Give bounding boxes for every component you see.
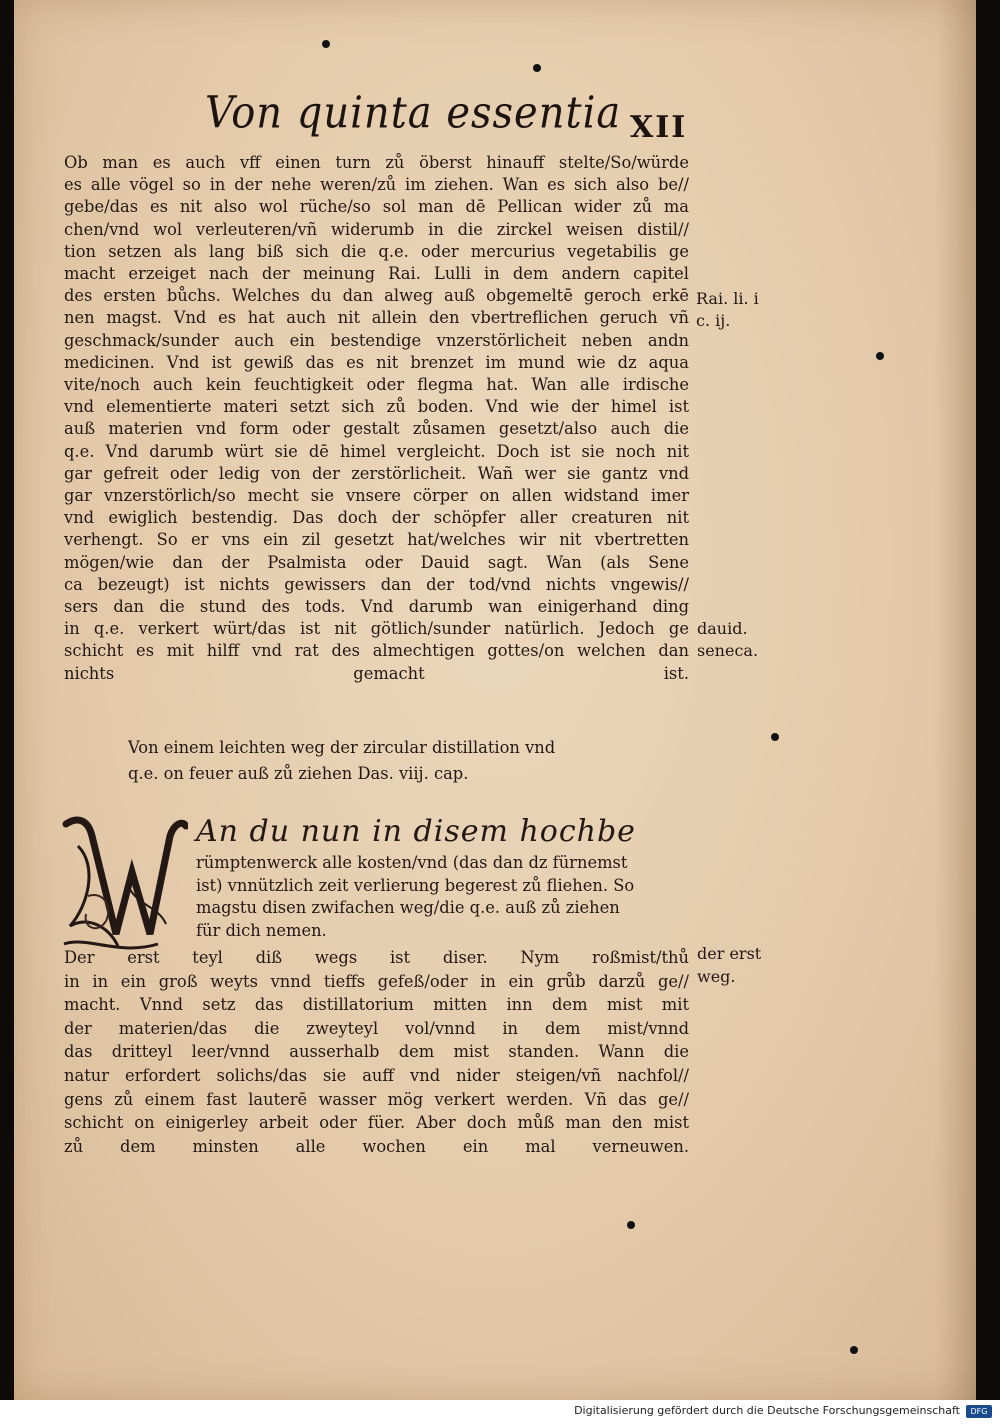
- margin-note-erst: der erst: [697, 944, 762, 963]
- margin-note-rai-cap: c. ij.: [696, 311, 731, 330]
- section-opening: [196, 812, 696, 942]
- text-line: das dritteyl leer/vnnd ausserhalb dem mist standen. Wann die: [64, 1042, 689, 1062]
- margin-note-weg: weg.: [697, 967, 736, 986]
- text-line: vite/noch auch kein feuchtigkeit oder flegma hat. Wan alle irdische: [64, 375, 689, 395]
- chapter-heading: [128, 735, 628, 787]
- text-line: vnd ewiglich bestendig. Das doch der schöpfer aller creaturen nit: [64, 508, 689, 528]
- text-line: gar vnzerstörlich/so mecht sie vnsere cörper on allen widstand imer: [64, 486, 689, 506]
- binding-dot-bottom: [850, 1346, 858, 1354]
- text-line: schicht es mit hilff vnd rat des almechtigen gottes/on welchen dan: [64, 641, 689, 661]
- chapter-heading-line: q.e. on feuer auß zů ziehen Das. viij. cap.: [128, 764, 469, 783]
- text-line: der materien/das die zweyteyl vol/vnnd in dem mist/vnnd: [64, 1018, 689, 1038]
- text-line: gens zů einem fast lauterē wasser mög verkert werden. Vñ das ge//: [64, 1089, 689, 1109]
- margin-note-rai: Rai. li. i: [696, 289, 759, 308]
- text-line: zů dem minsten alle wochen ein mal verneuwen.: [64, 1136, 689, 1156]
- text-line: nichts gemacht ist.: [64, 663, 689, 683]
- section-opening-line: rümptenwerck alle kosten/vnd (das dan dz fürnemst: [196, 853, 628, 872]
- section-opening-line: ist) vnnützlich zeit verlierung begerest zů fliehen. So: [196, 875, 635, 895]
- binding-dot-right: [876, 352, 884, 360]
- text-line: verhengt. So er vns ein zil gesetzt hat/welches wir nit vbertretten: [64, 530, 689, 550]
- text-line: des ersten bůchs. Welches du dan alweg auß obgemeltē geroch erkē: [64, 286, 689, 306]
- text-line: medicinen. Vnd ist gewiß das es nit brenzet im mund wie dz aqua: [64, 352, 689, 372]
- binding-dot-top: [322, 40, 330, 48]
- text-line: schicht on einigerley arbeit oder füer. Aber doch můß man den mist: [64, 1113, 689, 1133]
- text-line: ca bezeugt) ist nichts gewissers dan der tod/vnd nichts vngewis//: [64, 574, 689, 594]
- text-line: vnd elementierte materi setzt sich zů boden. Vnd wie der himel ist: [64, 397, 689, 417]
- text-line: auß materien vnd form oder gestalt zůsamen gesetzt/also auch die: [64, 419, 689, 439]
- text-line: macht. Vnnd setz das distillatorium mitten inn dem mist mit: [64, 995, 689, 1015]
- second-text-block: [64, 946, 689, 1158]
- text-line: gebe/das es nit also wol rüche/so sol man dē Pellican wider zů ma: [64, 197, 689, 217]
- text-line: chen/vnd wol verleuteren/vñ widerumb in die zirckel weisen distil//: [64, 219, 689, 239]
- page-edge-shadow: [936, 0, 976, 1400]
- text-line: q.e. Vnd darumb würt sie dē himel vergleicht. Doch ist sie noch nit: [64, 441, 689, 461]
- text-line: macht erzeiget nach der meinung Rai. Lulli in dem andern capitel: [64, 264, 689, 284]
- margin-note-seneca: seneca.: [697, 641, 759, 660]
- section-opening-line: für dich nemen.: [196, 920, 327, 940]
- decorated-initial-w-icon: [58, 806, 188, 956]
- text-line: mögen/wie dan der Psalmista oder Dauid sagt. Wan (als Sene: [64, 552, 689, 572]
- text-line: es alle vögel so in der nehe weren/zů im ziehen. Wan es sich also be//: [64, 175, 689, 195]
- binding-dot-mid: [771, 733, 779, 741]
- text-line: sers dan die stund des tods. Vnd darumb wan einigerhand ding: [64, 597, 689, 617]
- text-line: Ob man es auch vff einen turn zů öberst hinauff stelte/So/würde: [64, 153, 689, 172]
- dfg-logo: DFG: [966, 1405, 992, 1418]
- text-line: nen magst. Vnd es hat auch nit allein den vbertreflichen geruch vñ: [64, 308, 689, 328]
- text-line: tion setzen als lang biß sich die q.e. oder mercurius vegetabilis ge: [64, 241, 689, 261]
- main-text-block: [64, 152, 689, 685]
- chapter-heading-line: Von einem leichten weg der zircular distillation vnd: [128, 738, 556, 757]
- text-line: Der erst teyl diß wegs ist diser. Nym roßmist/thů: [64, 948, 689, 967]
- section-opening-display-line: An du nun in disem hochbe: [196, 814, 636, 849]
- footer-credit: Digitalisierung gefördert durch die Deutsche Forschungsgemeinschaft: [574, 1404, 960, 1417]
- folio-number: XII: [630, 110, 688, 145]
- margin-note-dauid: dauid.: [697, 619, 748, 638]
- text-line: geschmack/sunder auch ein bestendige vnzerstörlicheit neben andn: [64, 330, 689, 350]
- text-line: natur erfordert solichs/das sie auff vnd nider steigen/vñ nachfol//: [64, 1065, 689, 1085]
- binding-dot-top-right: [533, 64, 541, 72]
- binding-dot-lower: [627, 1221, 635, 1229]
- text-line: in q.e. verkert würt/das ist nit götlich/sunder natürlich. Jedoch ge: [64, 619, 689, 639]
- text-line: in in ein groß weyts vnnd tieffs gefeß/oder in ein grůb darzů ge//: [64, 971, 689, 991]
- running-title: Von quinta essentia: [205, 87, 622, 139]
- section-opening-line: magstu disen zwifachen weg/die q.e. auß zů ziehen: [196, 898, 620, 917]
- text-line: gar gefreit oder ledig von der zerstörlicheit. Wañ wer sie gantz vnd: [64, 463, 689, 483]
